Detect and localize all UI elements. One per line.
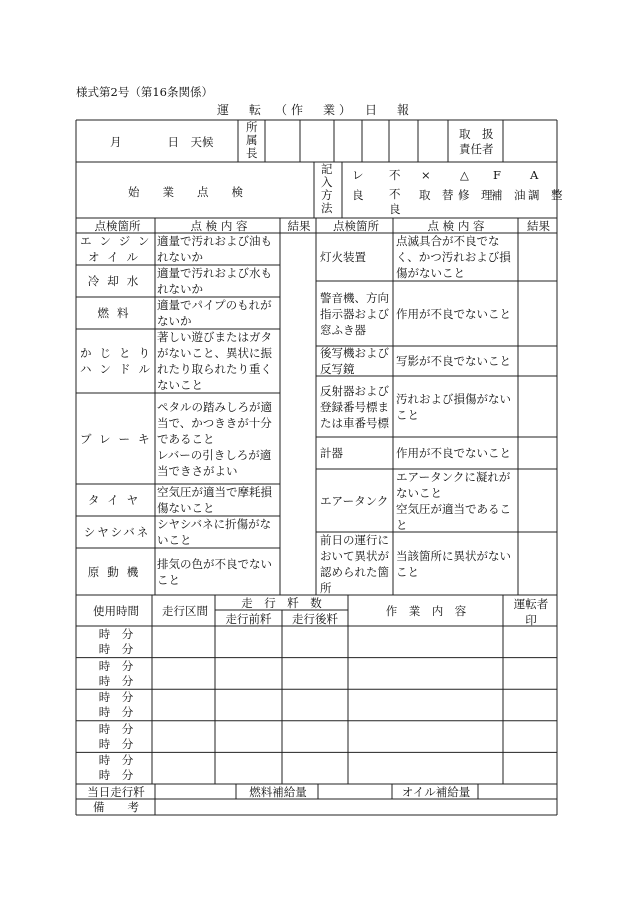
- notation-meaning: 修 理: [458, 188, 493, 202]
- time-cell: 時 分 時 分: [98, 627, 134, 656]
- inspection-part-right: 警音機、方向指示器および窓ふき器: [320, 290, 389, 337]
- notation-symbol: F: [493, 168, 501, 182]
- daily-km-label: 当日走行粁: [87, 785, 145, 799]
- inspection-part-right: 灯火装置: [320, 250, 366, 264]
- col-part-right: 点検箇所: [333, 219, 379, 233]
- inspection-content-left: 適量でパイプのもれがないか: [157, 298, 272, 328]
- inspection-part-left: かじとり ハンドル: [80, 346, 158, 376]
- col-before-km: 走行前粁: [225, 612, 272, 626]
- col-after-km: 走行後粁: [292, 612, 338, 626]
- inspection-content-left: 排気の色が不良でないこと: [157, 556, 272, 587]
- inspection-part-left: 原動機: [87, 564, 147, 579]
- notation-symbol: レ: [352, 168, 364, 182]
- inspection-content-right: 作用が不良でないこと: [396, 446, 511, 460]
- inspection-part-right: 前日の運行において異状が認められた箇所: [320, 532, 389, 595]
- fuel-label: 燃料補給量: [249, 785, 307, 799]
- time-cell: 時 分 時 分: [98, 753, 134, 783]
- notation-meaning: 調 整: [528, 188, 563, 202]
- inspection-part-left: 燃料: [97, 306, 137, 320]
- col-content-right: 点 検 内 容: [427, 219, 485, 233]
- col-result-right: 結果: [527, 219, 550, 233]
- inspection-part-right: 反射器および登録番号標または車番号標: [320, 383, 389, 430]
- col-section: 走行区間: [162, 604, 208, 618]
- remarks-label: 備 考: [93, 800, 139, 814]
- inspection-content-right: 点滅具合が不良でなく、かつ汚れおよび損傷がないこと: [396, 234, 511, 280]
- form-title: 運 転 （作 業） 日 報: [216, 103, 413, 117]
- inspection-content-left: 空気圧が適当で摩耗損傷ないこと: [157, 485, 272, 515]
- inspection-part-left: ブレーキ: [80, 431, 158, 446]
- inspection-content-left: ペタルの踏みしろが適当で、かつききが十分であること レバーの引きしろが適当できさがよい: [157, 399, 272, 478]
- notation-symbol: △: [460, 168, 469, 182]
- inspection-content-right: 汚れおよび損傷がないこと: [396, 391, 511, 422]
- inspection-content-right: 写影が不良でないこと: [396, 354, 511, 368]
- col-driver-seal: 運転者 印: [513, 597, 549, 627]
- notation-symbol: A: [530, 168, 539, 182]
- col-content-left: 点 検 内 容: [190, 219, 248, 233]
- time-cell: 時 分 時 分: [98, 690, 134, 720]
- col-part-left: 点検箇所: [94, 219, 141, 233]
- inspection-content-left: 適量で汚れおよび油もれないか: [157, 234, 272, 264]
- inspection-part-right: エアータンク: [320, 493, 389, 508]
- oil-label: オイル補給量: [401, 785, 471, 799]
- col-use-time: 使用時間: [93, 604, 139, 618]
- col-work-content: 作 業 内 容: [385, 604, 467, 618]
- notation-meaning: 補 油: [491, 188, 526, 202]
- inspection-part-left: エンジン オイル: [80, 234, 158, 264]
- start-inspection-label: 始 業 点 検: [128, 185, 243, 199]
- inspection-content-left: 著しい遊びまたはガタがないこと、異状に振れたり取られたり重くないこと: [157, 330, 272, 392]
- notation-symbol: 不: [389, 168, 401, 182]
- inspection-content-right: 作用が不良でないこと: [396, 306, 511, 321]
- notation-meaning: 良: [352, 188, 364, 202]
- notation-symbol: ×: [421, 168, 431, 182]
- col-mileage: 走 行 粁 数: [241, 596, 322, 610]
- dept-head-label: 所 属 長: [246, 120, 258, 160]
- inspection-part-right: 計器: [320, 446, 343, 460]
- inspection-content-right: 当該箇所に異状がないこと: [396, 548, 511, 579]
- col-result-left: 結果: [287, 219, 311, 233]
- form-number: 様式第2号（第16条関係）: [76, 85, 213, 99]
- inspection-part-left: 冷却水: [87, 274, 147, 288]
- date-weather-label: 月 日 天候: [110, 135, 214, 149]
- inspection-part-left: タイヤ: [87, 493, 147, 507]
- time-cell: 時 分 時 分: [98, 658, 134, 688]
- notation-method-label: 記 入 方 法: [321, 162, 333, 215]
- notation-meaning: 不 良: [389, 187, 401, 216]
- inspection-content-left: 適量で汚れおよび水もれないか: [157, 266, 272, 296]
- inspection-part-right: 後写機および反写鏡: [320, 346, 389, 376]
- handler-label: 取 扱 責任者: [459, 127, 494, 156]
- inspection-content-right: エアータンクに凝れがないこと 空気圧が適当であること: [396, 469, 511, 532]
- notation-meaning: 取 替: [419, 188, 454, 202]
- inspection-part-left: シヤシバネ: [83, 525, 151, 539]
- time-cell: 時 分 時 分: [98, 721, 134, 751]
- inspection-content-left: シヤシバネに折傷がないこと: [157, 517, 272, 547]
